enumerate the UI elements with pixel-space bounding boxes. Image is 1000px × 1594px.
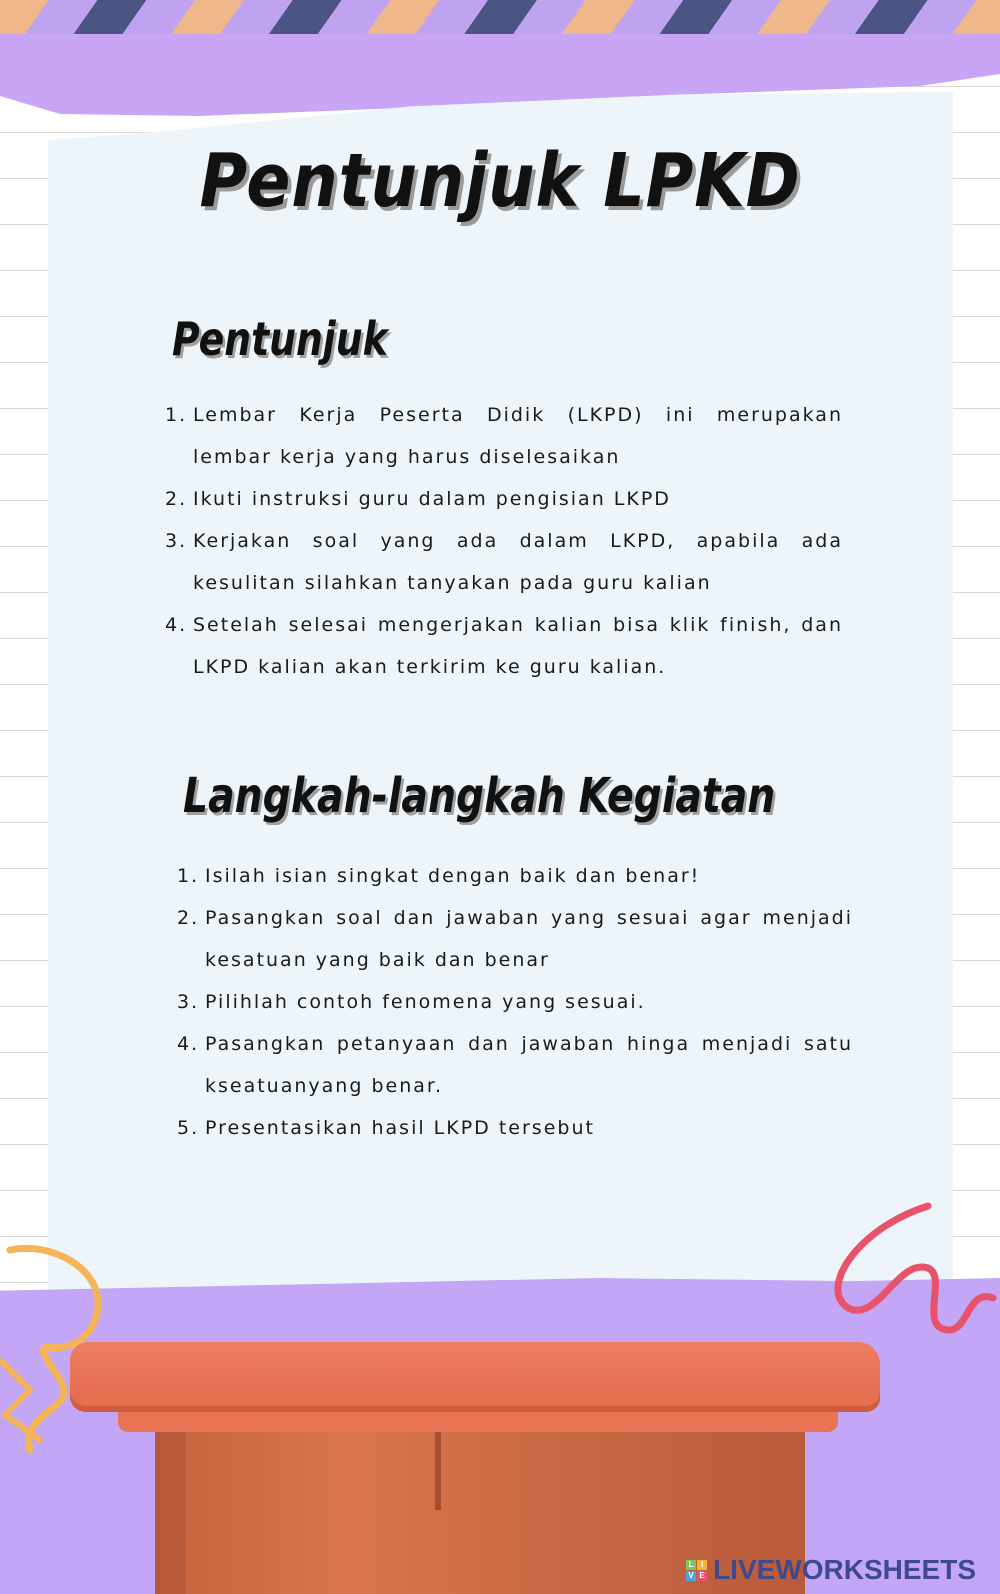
red-squiggle-icon xyxy=(818,1198,1000,1348)
striped-top-border xyxy=(0,0,1000,36)
list-item xyxy=(177,1107,853,1149)
list-item xyxy=(165,478,843,520)
list-number: 3. xyxy=(177,991,200,1013)
list-text: Pasangkan soal dan jawaban yang sesuai agar menjadi kesatuan yang baik dan benar xyxy=(205,907,853,971)
table-top xyxy=(70,1342,880,1412)
table-leg xyxy=(155,1420,185,1594)
list-text: Ikuti instruksi guru dalam pengisian LKPD xyxy=(193,488,671,510)
list-number: 1. xyxy=(165,404,188,426)
list-item xyxy=(165,604,843,688)
list-number: 4. xyxy=(177,1033,200,1055)
list-text: Isilah isian singkat dengan baik dan benar! xyxy=(205,865,701,887)
list-text: Kerjakan soal yang ada dalam LKPD, apabila ada kesulitan silahkan tanyakan pada guru kalian xyxy=(193,530,843,594)
brand-footer xyxy=(686,1554,976,1586)
list-number: 2. xyxy=(177,907,200,929)
list-item xyxy=(165,520,843,604)
table-drawer-divider xyxy=(435,1420,441,1510)
list-text: Pilihlah contoh fenomena yang sesuai. xyxy=(205,991,646,1013)
list-text: Lembar Kerja Peserta Didik (LKPD) ini merupakan lembar kerja yang harus diselesaikan xyxy=(193,404,843,468)
list-number: 3. xyxy=(165,530,188,552)
brand-name: LIVEWORKSHEETS xyxy=(713,1554,976,1585)
list-text: Presentasikan hasil LKPD tersebut xyxy=(205,1117,595,1139)
page-title: Pentunjuk LPKD xyxy=(199,138,801,224)
list-text: Setelah selesai mengerjakan kalian bisa klik finish, dan LKPD kalian akan terkirim ke guru kalian. xyxy=(193,614,843,678)
steps-heading: Langkah-langkah Kegiatan xyxy=(183,768,776,824)
list-item xyxy=(177,1023,853,1107)
list-text: Pasangkan petanyaan dan jawaban hinga menjadi satu kseatuanyang benar. xyxy=(205,1033,853,1097)
list-number: 1. xyxy=(177,865,200,887)
list-number: 4. xyxy=(165,614,188,636)
list-item xyxy=(177,897,853,981)
list-item xyxy=(177,981,853,1023)
liveworksheets-logo-icon: L I V E xyxy=(686,1560,707,1581)
list-item xyxy=(177,855,853,897)
steps-list xyxy=(177,855,853,1149)
instructions-heading: Pentunjuk xyxy=(172,312,388,366)
instructions-list xyxy=(165,394,843,688)
list-item xyxy=(165,394,843,478)
list-number: 5. xyxy=(177,1117,200,1139)
list-number: 2. xyxy=(165,488,188,510)
